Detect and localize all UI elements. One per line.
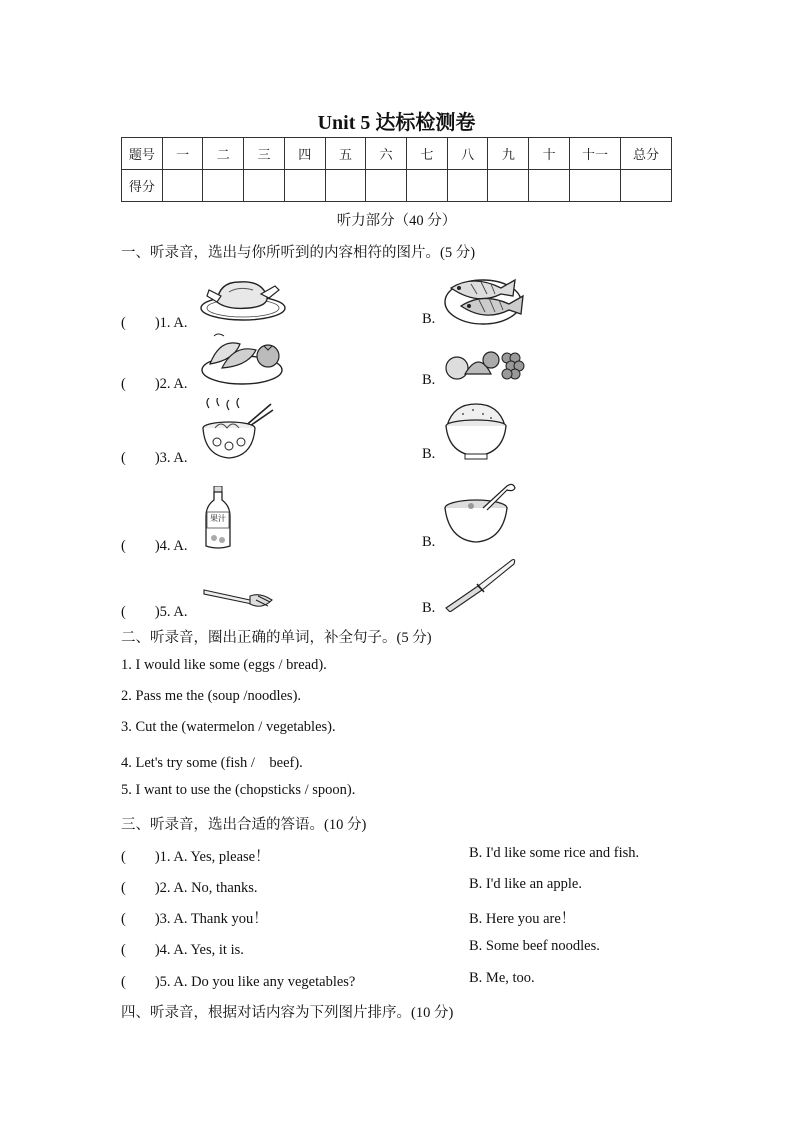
s3-item-a: ( )2. A. No, thanks. [121, 880, 258, 896]
s3-item-b: B. I'd like an apple. [469, 876, 582, 892]
s2-item: 4. Let's try some (fish / beef). [121, 755, 303, 771]
s3-item-b: B. Me, too. [469, 970, 535, 986]
score-header-cell: 五 [325, 138, 366, 170]
score-header-cell: 八 [447, 138, 488, 170]
score-header-cell: 二 [203, 138, 244, 170]
score-cell[interactable] [529, 170, 570, 202]
score-table-header-row [122, 138, 672, 170]
score-header-cell: 三 [244, 138, 285, 170]
s1-item4-b-label: B. [422, 534, 436, 550]
s1-item1-label: ( )1. A. [121, 315, 188, 331]
score-cell[interactable] [366, 170, 407, 202]
section3-heading: 三、听录音，选出合适的答语。(10 分) [121, 817, 367, 833]
score-cell[interactable] [570, 170, 621, 202]
s3-item-b: B. I'd like some rice and fish. [469, 845, 640, 861]
s2-item: 5. I want to use the (chopsticks / spoon). [121, 782, 356, 798]
score-cell[interactable] [244, 170, 285, 202]
score-header-cell: 十 [529, 138, 570, 170]
vegetables-plate-icon[interactable] [200, 330, 286, 386]
s3-item-a: ( )5. A. Do you like any vegetables? [121, 974, 356, 990]
fruits-icon[interactable] [443, 344, 529, 384]
roast-chicken-icon[interactable] [199, 272, 287, 324]
s3-item-b: B. Some beef noodles. [469, 938, 600, 954]
s2-item: 2. Pass me the (soup /noodles). [121, 688, 302, 704]
knife-icon[interactable] [444, 556, 518, 612]
soup-bowl-icon[interactable] [443, 480, 519, 548]
score-cell[interactable] [203, 170, 244, 202]
page-title: Unit 5 达标检测卷 [317, 112, 476, 134]
score-header-cell: 六 [366, 138, 407, 170]
score-header-cell: 四 [284, 138, 325, 170]
score-header-cell: 总分 [621, 138, 672, 170]
rice-bowl-icon[interactable] [443, 400, 509, 462]
s1-item2-b-label: B. [422, 372, 436, 388]
s3-item-a: ( )3. A. Thank you！ [121, 911, 268, 927]
juice-bottle-label: 果汁 [210, 514, 226, 523]
score-cell[interactable] [621, 170, 672, 202]
section1-heading: 一、听录音，选出与你所听到的内容相符的图片。(5 分) [121, 245, 476, 261]
score-cell[interactable] [284, 170, 325, 202]
s1-item1-b-label: B. [422, 311, 436, 327]
s2-item: 3. Cut the (watermelon / vegetables). [121, 719, 336, 735]
score-cell[interactable] [488, 170, 529, 202]
s3-item-b: B. Here you are！ [469, 911, 576, 927]
score-table-score-row [122, 170, 672, 202]
listening-header: 听力部分（40 分） [336, 213, 457, 229]
s1-item2-label: ( )2. A. [121, 376, 188, 392]
juice-bottle-icon[interactable] [204, 486, 232, 550]
score-header-cell: 十一 [570, 138, 621, 170]
score-header-cell: 题号 [122, 138, 163, 170]
score-table [121, 137, 672, 202]
score-header-cell: 九 [488, 138, 529, 170]
s1-item5-label: ( )5. A. [121, 604, 188, 620]
s1-item3-label: ( )3. A. [121, 450, 188, 466]
score-cell[interactable] [447, 170, 488, 202]
s1-item3-b-label: B. [422, 446, 436, 462]
s3-item-a: ( )1. A. Yes, please！ [121, 849, 270, 865]
s1-item5-b-label: B. [422, 600, 436, 616]
section4-heading: 四、听录音，根据对话内容为下列图片排序。(10 分) [121, 1005, 454, 1021]
fork-icon[interactable] [202, 584, 276, 614]
fish-plate-icon[interactable] [443, 268, 529, 326]
noodles-bowl-icon[interactable] [199, 398, 275, 466]
score-cell[interactable] [407, 170, 448, 202]
section2-heading: 二、听录音，圈出正确的单词，补全句子。(5 分) [121, 630, 432, 646]
score-header-cell: 一 [162, 138, 203, 170]
score-row-label: 得分 [122, 170, 163, 202]
s1-item4-label: ( )4. A. [121, 538, 188, 554]
s3-item-a: ( )4. A. Yes, it is. [121, 942, 244, 958]
score-cell[interactable] [325, 170, 366, 202]
score-cell[interactable] [162, 170, 203, 202]
s2-item: 1. I would like some (eggs / bread). [121, 657, 327, 673]
score-header-cell: 七 [407, 138, 448, 170]
